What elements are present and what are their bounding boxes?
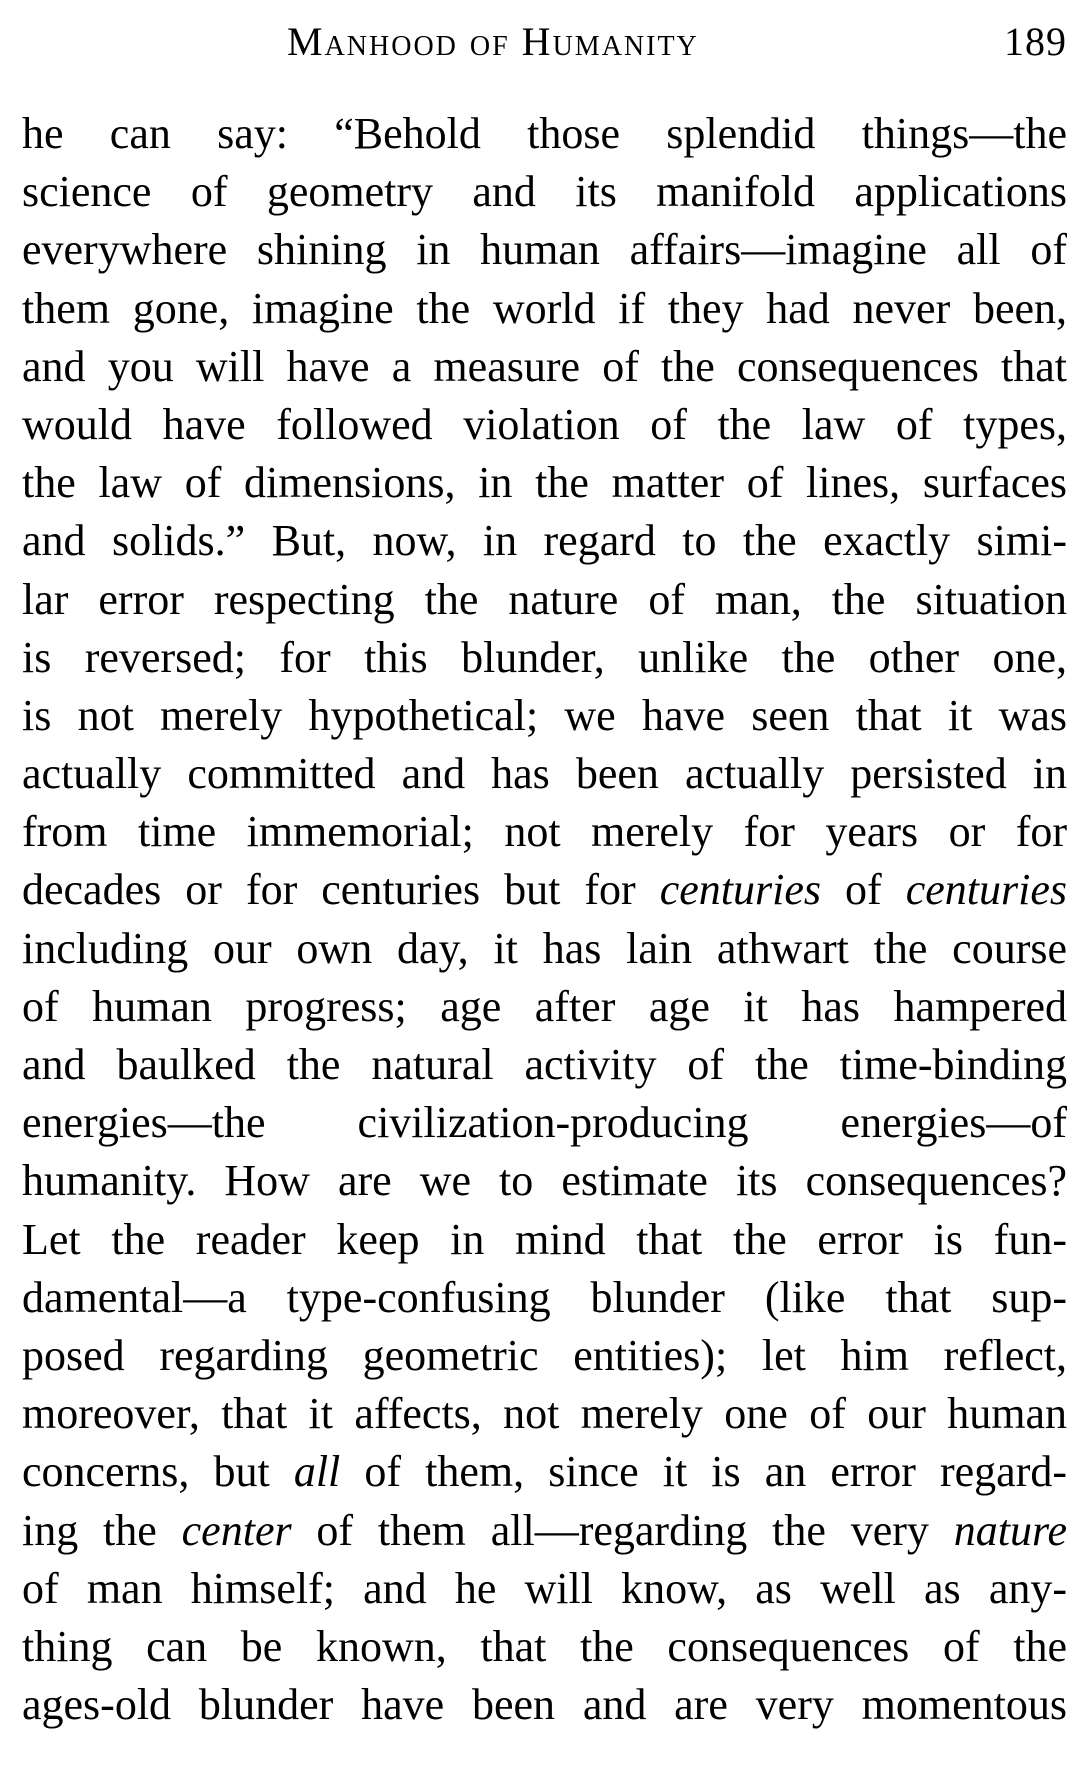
text-line: actually committed and has been actually persisted in (22, 749, 1067, 799)
text-line: ing the center of them all—regarding the very nature (22, 1505, 1067, 1555)
text-line: and baulked the natural activity of the time-binding (22, 1040, 1067, 1089)
text-line: from time immemorial; not merely for years or for (22, 807, 1067, 857)
text-line: them gone, imagine the world if they had never been, (22, 283, 1067, 333)
text-line: of human progress; age after age it has hampered (22, 981, 1067, 1031)
text-line: thing can be known, that the consequences of the (22, 1621, 1067, 1671)
text-line: everywhere shining in human affairs—imagine all of (22, 225, 1067, 275)
text-line: concerns, but all of them, since it is an error regard- (22, 1447, 1067, 1497)
text-line: he can say: “Behold those splendid things—the (22, 109, 1067, 158)
page-number: 189 (1004, 19, 1067, 64)
text-line: moreover, that it affects, not merely one of our human (22, 1389, 1067, 1439)
text-line: damental—a type-confusing blunder (like that sup- (22, 1272, 1067, 1322)
text-line: is not merely hypothetical; we have seen that it was (22, 690, 1067, 740)
italic-text: centuries (905, 865, 1067, 915)
text-line: science of geometry and its manifold applications (22, 167, 1067, 217)
text-line: posed regarding geometric entities); let him reflect, (22, 1330, 1067, 1380)
italic-text: center (181, 1505, 292, 1555)
body-text (22, 105, 1067, 1734)
text-line: the law of dimensions, in the matter of lines, surfaces (22, 458, 1067, 508)
text-line: including our own day, it has lain athwart the course (22, 923, 1067, 973)
text-line: of man himself; and he will know, as well as any- (22, 1563, 1067, 1613)
running-head (287, 14, 1067, 70)
text-line: decades or for centuries but for centuries of centuries (22, 865, 1067, 915)
text-line: energies—the civilization-producing energies—of (22, 1098, 1067, 1148)
italic-text: all (293, 1447, 341, 1497)
text-line: ages-old blunder have been and are very momentous (22, 1680, 1067, 1730)
text-line: Let the reader keep in mind that the error is fun- (22, 1214, 1067, 1264)
running-title: Manhood of Humanity (287, 19, 699, 64)
text-line: would have followed violation of the law of types, (22, 399, 1067, 449)
text-line: is reversed; for this blunder, unlike the other one, (22, 632, 1067, 682)
italic-text: centuries (659, 865, 821, 915)
text-line: lar error respecting the nature of man, the situation (22, 574, 1067, 624)
text-line: humanity. How are we to estimate its consequences? (22, 1156, 1067, 1206)
text-line: and solids.” But, now, in regard to the exactly simi- (22, 516, 1067, 566)
text-line: and you will have a measure of the consequences that (22, 341, 1067, 391)
italic-text: nature (953, 1505, 1067, 1555)
